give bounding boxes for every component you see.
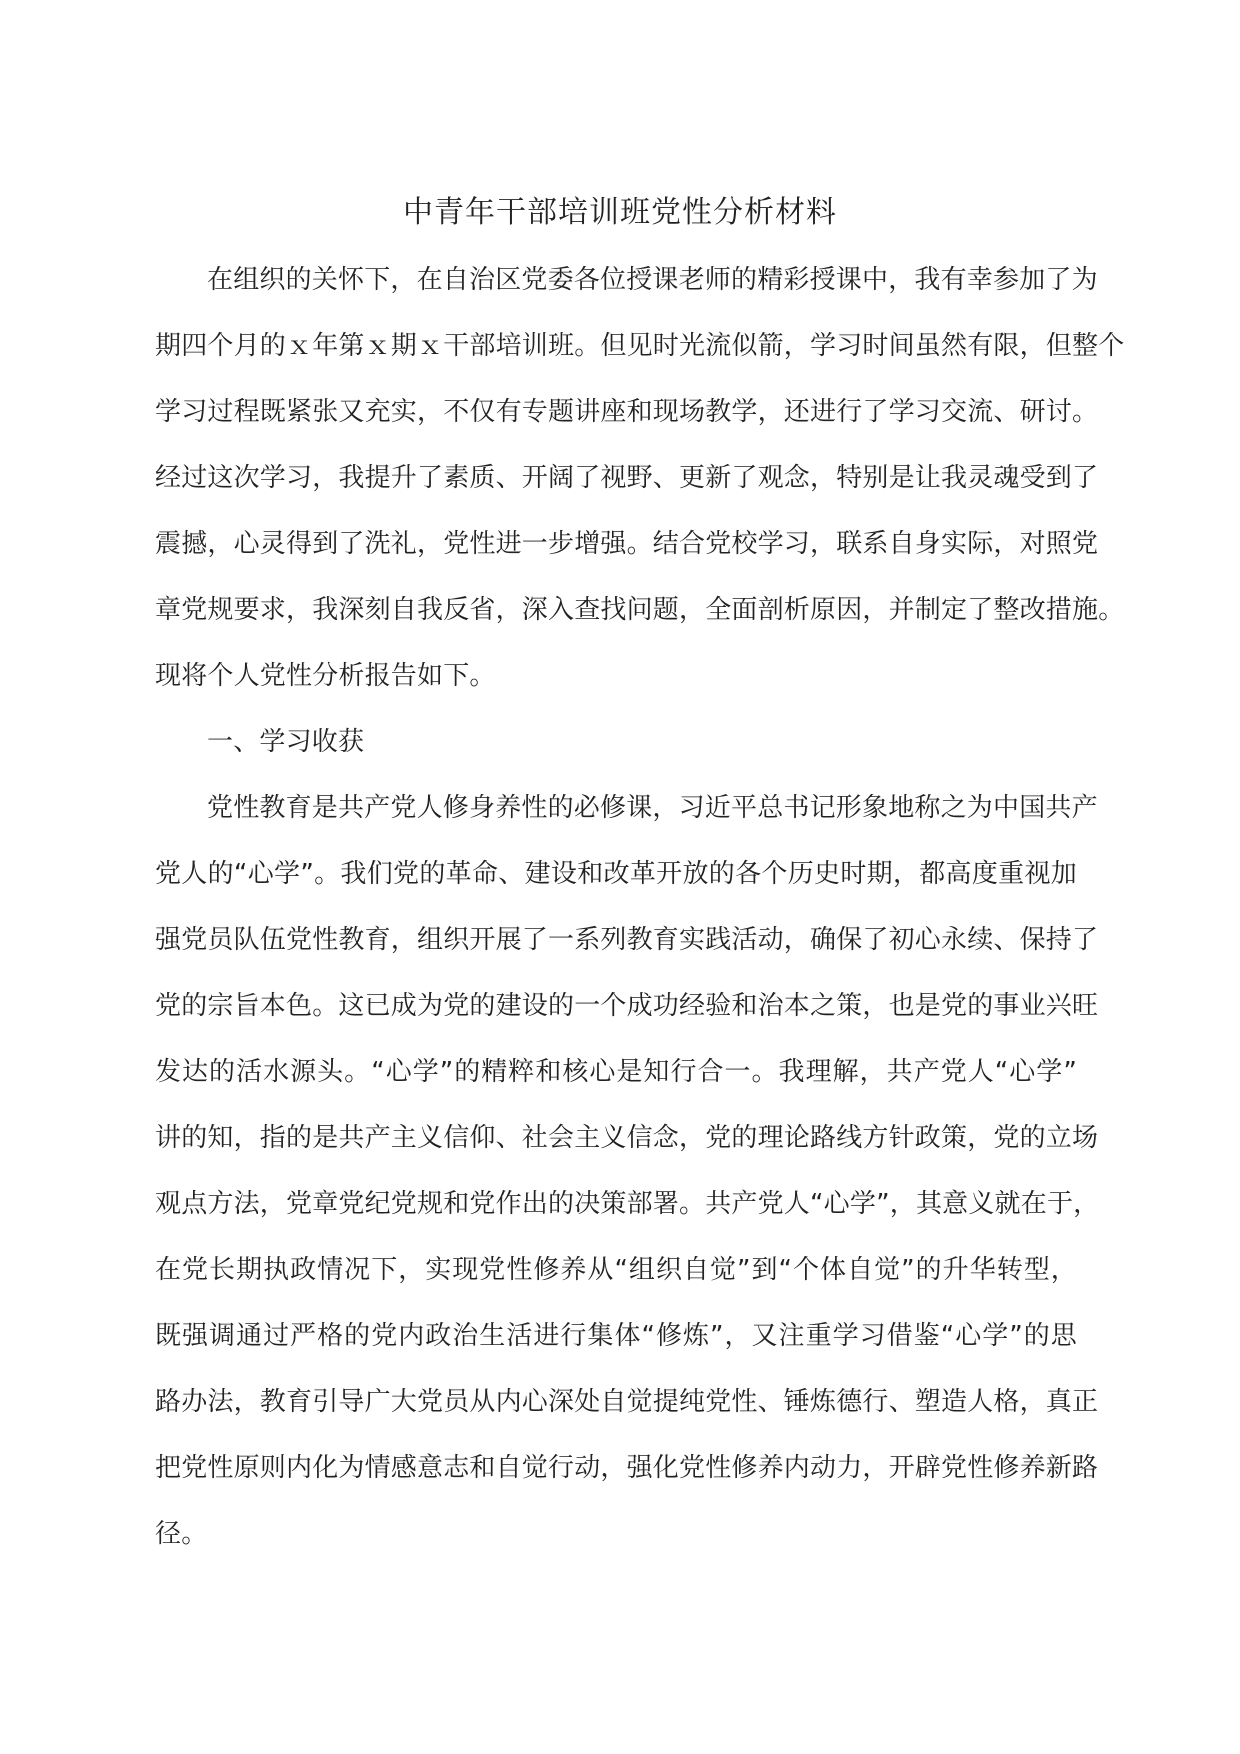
section-heading: 一、学习收获 xyxy=(207,727,365,757)
paragraph-line: 章党规要求，我深刻自我反省，深入查找问题，全面剖析原因，并制定了整改措施。 xyxy=(155,595,1125,625)
paragraph-line: 党的宗旨本色。这已成为党的建设的一个成功经验和治本之策，也是党的事业兴旺 xyxy=(155,991,1099,1021)
paragraph-line: 期四个月的ｘ年第ｘ期ｘ干部培训班。但见时光流似箭，学习时间虽然有限，但整个 xyxy=(155,331,1125,361)
paragraph-line: 强党员队伍党性教育，组织开展了一系列教育实践活动，确保了初心永续、保持了 xyxy=(155,925,1099,955)
paragraph-line: 在党长期执政情况下，实现党性修养从“组织自觉”到“个体自觉”的升华转型， xyxy=(155,1255,1077,1285)
document-body xyxy=(155,256,1125,1576)
paragraph-line: 党性教育是共产党人修身养性的必修课，习近平总书记形象地称之为中国共产 xyxy=(207,793,1098,823)
paragraph-line: 讲的知，指的是共产主义信仰、社会主义信念，党的理论路线方针政策，党的立场 xyxy=(155,1123,1099,1153)
paragraph-line: 发达的活水源头。“心学”的精粹和核心是知行合一。我理解，共产党人“心学” xyxy=(155,1057,1077,1087)
paragraph-line: 党人的“心学”。我们党的革命、建设和改革开放的各个历史时期，都高度重视加 xyxy=(155,859,1077,889)
paragraph-line: 学习过程既紧张又充实，不仅有专题讲座和现场教学，还进行了学习交流、研讨。 xyxy=(155,397,1099,427)
paragraph-line: 观点方法，党章党纪党规和党作出的决策部署。共产党人“心学”，其意义就在于， xyxy=(155,1189,1100,1219)
document-title: 中青年干部培训班党性分析材料 xyxy=(403,195,837,230)
paragraph-line: 经过这次学习，我提升了素质、开阔了视野、更新了观念，特别是让我灵魂受到了 xyxy=(155,463,1099,493)
paragraph-line: 现将个人党性分析报告如下。 xyxy=(155,661,496,691)
paragraph-line: 把党性原则内化为情感意志和自觉行动，强化党性修养内动力，开辟党性修养新路 xyxy=(155,1453,1099,1483)
paragraph-line: 在组织的关怀下，在自治区党委各位授课老师的精彩授课中，我有幸参加了为 xyxy=(207,265,1098,295)
paragraph-line: 路办法，教育引导广大党员从内心深处自觉提纯党性、锤炼德行、塑造人格，真正 xyxy=(155,1387,1099,1417)
paragraph-line: 既强调通过严格的党内政治生活进行集体“修炼”，又注重学习借鉴“心学”的思 xyxy=(155,1321,1077,1351)
paragraph-line: 震撼，心灵得到了洗礼，党性进一步增强。结合党校学习，联系自身实际，对照党 xyxy=(155,529,1099,559)
paragraph-line: 径。 xyxy=(155,1519,208,1549)
